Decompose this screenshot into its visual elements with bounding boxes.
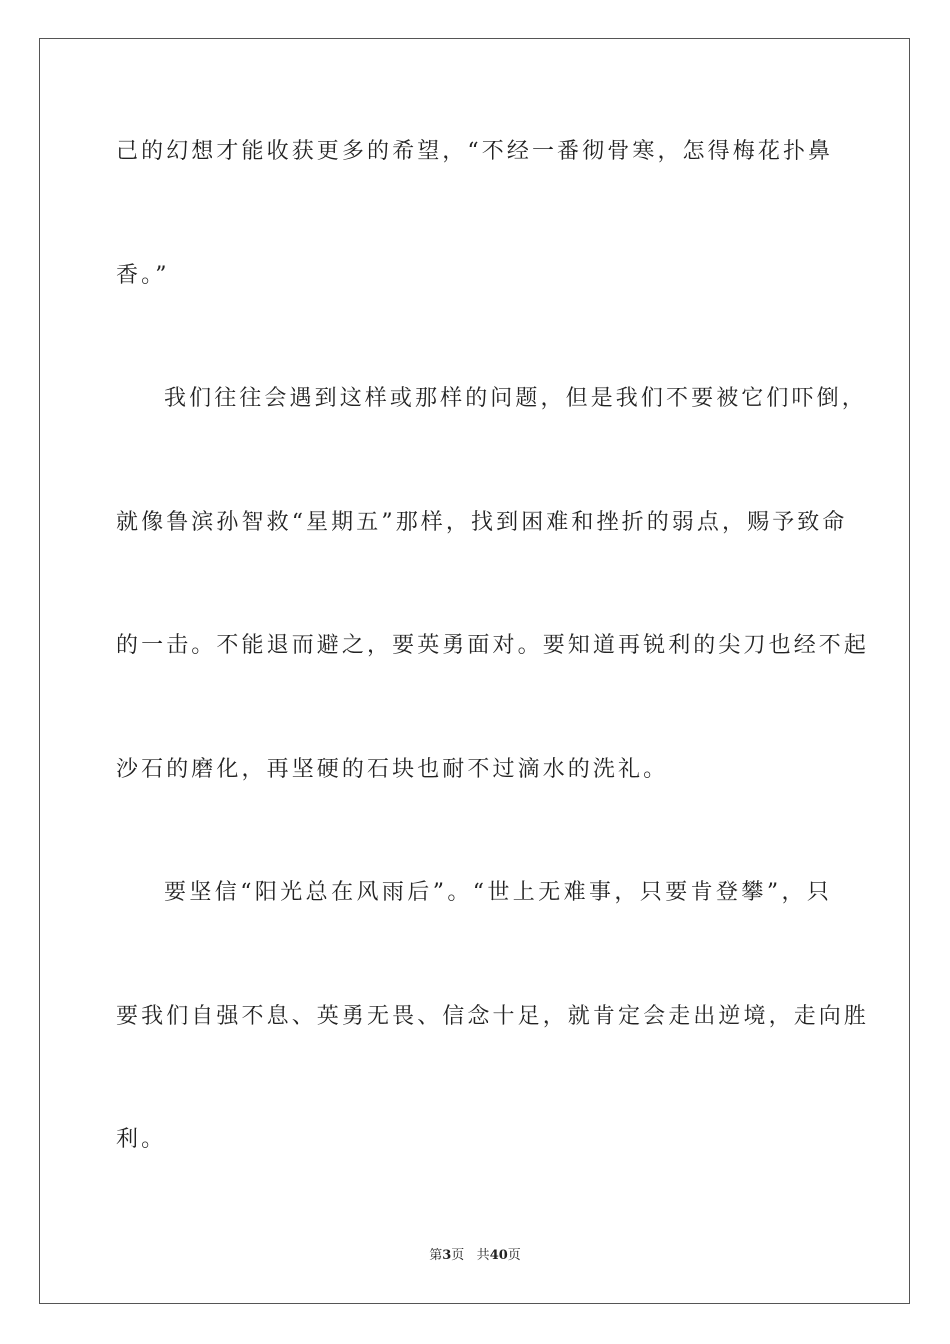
text-line-2: 香。” bbox=[116, 263, 170, 288]
text-line-9: 利。 bbox=[116, 1127, 167, 1152]
footer-page-number: 3 bbox=[442, 1248, 452, 1263]
text-line-7: 要坚信“阳光总在风雨后”。“世上无难事，只要肯登攀”，只 bbox=[164, 880, 832, 905]
footer-page-prefix: 第 bbox=[429, 1248, 443, 1263]
footer-page-suffix: 页 bbox=[451, 1248, 465, 1263]
text-line-1: 己的幻想才能收获更多的希望，“不经一番彻骨寒，怎得梅花扑鼻 bbox=[116, 139, 834, 164]
page-border bbox=[39, 38, 910, 1304]
footer-total-suffix: 页 bbox=[507, 1248, 521, 1263]
text-line-6: 沙石的磨化，再坚硬的石块也耐不过滴水的洗礼。 bbox=[116, 757, 669, 782]
text-line-3: 我们往往会遇到这样或那样的问题，但是我们不要被它们吓倒， bbox=[164, 386, 867, 411]
page-footer bbox=[0, 1247, 950, 1265]
footer-total-pages: 40 bbox=[489, 1248, 508, 1263]
text-line-4: 就像鲁滨孙智救“星期五”那样，找到困难和挫折的弱点，赐予致命 bbox=[116, 510, 848, 535]
footer-total-prefix: 共 bbox=[476, 1248, 490, 1263]
text-line-5: 的一击。不能退而避之，要英勇面对。要知道再锐利的尖刀也经不起 bbox=[116, 633, 870, 658]
text-line-8: 要我们自强不息、英勇无畏、信念十足，就肯定会走出逆境，走向胜 bbox=[116, 1004, 870, 1029]
